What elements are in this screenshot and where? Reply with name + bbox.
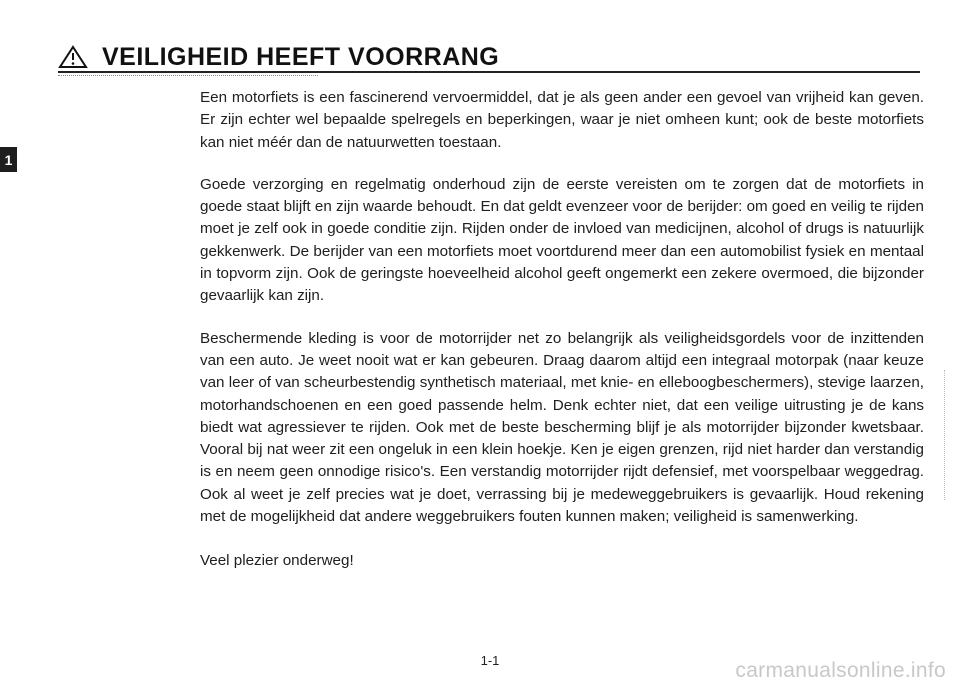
closing-line: Veel plezier onderweg! xyxy=(200,552,354,570)
scan-edge-marks xyxy=(944,370,947,500)
page-title: VEILIGHEID HEEFT VOORRANG xyxy=(102,42,500,71)
watermark: carmanualsonline.info xyxy=(735,659,946,682)
warning-triangle-icon xyxy=(58,45,88,69)
chapter-tab xyxy=(0,147,17,172)
paragraph: Een motorfiets is een fascinerend vervoermiddel, dat je als geen ander een gevoel van vrijheid kan geven. Er zijn echter wel bepaalde spelregels en beperkingen, waar je niet omheen kunt; ook de beste motorfiets kan niet méér dan de natuurwetten toestaan. xyxy=(200,89,924,151)
chapter-number: 1 xyxy=(4,151,13,168)
page-number: 1-1 xyxy=(480,653,500,668)
paragraph: Goede verzorging en regelmatig onderhoud zijn de eerste vereisten om te zorgen dat de motorfiets in goede staat blijft en zijn waarde behoudt. En dat geldt evenzeer voor de berijder: om goed en veilig te rijden moet je zelf ook in goede conditie zijn. Rijden onder de invloed van medicijnen, alcohol of drugs is natuurlijk gekkenwerk. De berijder van een motorfiets moet voortdurend meer dan een automobilist fysiek en mentaal in topvorm zijn. Ook de geringste hoeveelheid alcohol geeft ongemerkt een zekere overmoed, die bijzonder gevaarlijk kan zijn. xyxy=(200,175,924,305)
header-subrule xyxy=(58,75,318,76)
body-text xyxy=(200,87,924,593)
page-header xyxy=(58,42,499,72)
paragraph: Beschermende kleding is voor de motorrijder net zo belangrijk als veiligheidsgordels voor de inzittenden van een auto. Je weet nooit wat er kan gebeuren. Draag daarom altijd een integraal motorpak (naar keuze van leer of van scheurbestendig synthetisch materiaal, met knie- en elleboogbeschermers), stevige laarzen, motorhandschoenen en een goed passende helm. Denk echter niet, dat een veilige uitrusting je de kans biedt wat agressiever te rijden. Ook met de beste bescherming blijf je als motorrijder bijzonder kwetsbaar. Vooral bij nat weer zit een ongeluk in een klein hoekje. Ken je eigen grenzen, rijd niet harder dan verstandig is en neem geen onnodige risico's. Een verstandig motorrijder rijdt defensief, met voorspelbaar weggedrag. Ook al weet je zelf precies wat je doet, verrassing bij je medeweggebruikers is gevaarlijk. Houd rekening met de mogelijkheid dat andere weggebruikers fouten kunnen maken; veiligheid is samenwerking. xyxy=(200,329,924,526)
header-rule xyxy=(58,71,920,73)
